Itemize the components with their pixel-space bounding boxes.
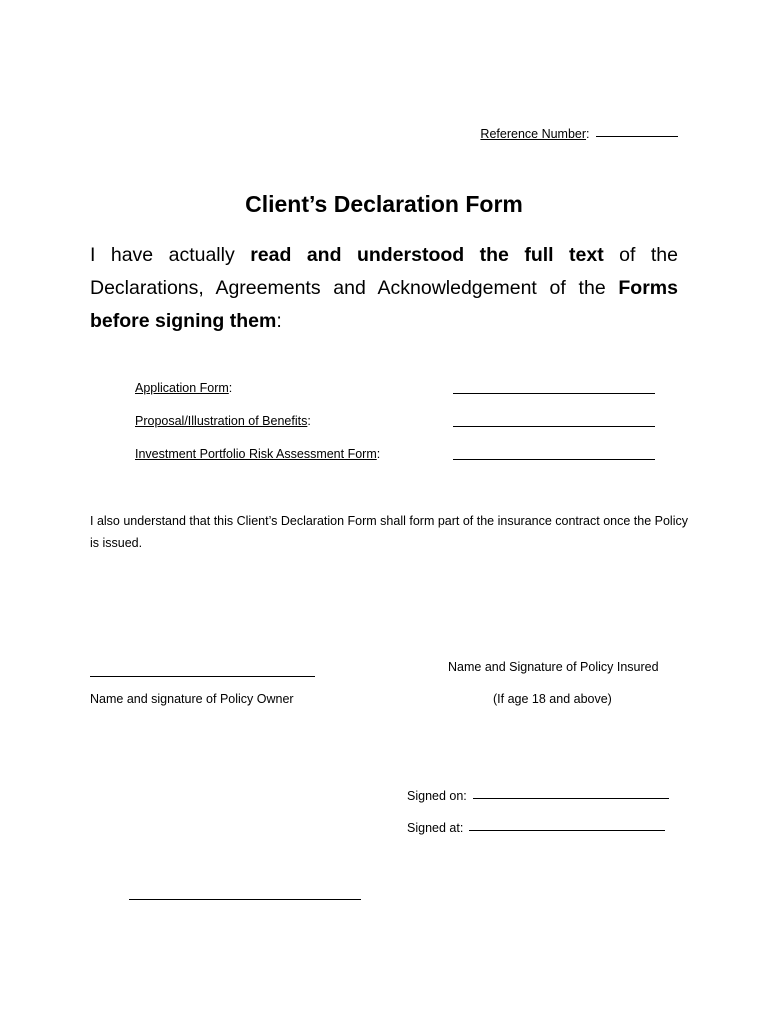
- signed-on-field[interactable]: [473, 798, 669, 799]
- form-signature-field[interactable]: [453, 393, 655, 394]
- form-signature-field[interactable]: [453, 459, 655, 460]
- signed-at-label: Signed at:: [407, 821, 464, 835]
- form-row-risk-assessment: [135, 447, 655, 465]
- owner-signature-label: Name and signature of Policy Owner: [90, 692, 294, 706]
- reference-number-label: Reference Number: [480, 127, 587, 141]
- form-row-proposal: [135, 414, 655, 432]
- intro-statement: [90, 239, 678, 338]
- intro-bold-text: Forms before signing them: [90, 277, 678, 332]
- form-colon: :: [228, 381, 233, 395]
- witness-signature-line[interactable]: [129, 899, 361, 900]
- reference-number: [480, 127, 678, 141]
- form-name: Proposal/Illustration of Benefits: [135, 414, 308, 428]
- signed-at-row: [407, 821, 665, 835]
- form-row-application: [135, 381, 655, 399]
- intro-bold-text: read and understood the full text: [250, 244, 604, 266]
- page-title: Client’s Declaration Form: [245, 191, 523, 217]
- form-signature-field[interactable]: [453, 426, 655, 427]
- reference-number-field[interactable]: [596, 136, 678, 137]
- form-name: Application Form: [135, 381, 229, 395]
- insured-age-note: (If age 18 and above): [493, 692, 612, 706]
- intro-text: I have actually: [90, 244, 251, 266]
- insured-signature-label: Name and Signature of Policy Insured: [448, 660, 659, 674]
- intro-text: of the Declarations, Agreements and Acknowledgement of the: [90, 244, 678, 299]
- signed-on-label: Signed on:: [407, 789, 467, 803]
- form-name: Investment Portfolio Risk Assessment Form: [135, 447, 377, 461]
- form-colon: :: [376, 447, 381, 461]
- form-colon: :: [307, 414, 311, 428]
- signed-on-row: [407, 789, 669, 803]
- understanding-paragraph: I also understand that this Client’s Declaration Form shall form part of the insurance contract once the Policy is issued.: [90, 514, 688, 550]
- reference-number-colon: :: [586, 127, 590, 141]
- owner-signature-line[interactable]: [90, 676, 315, 677]
- signed-at-field[interactable]: [469, 830, 665, 831]
- intro-text: :: [276, 310, 282, 332]
